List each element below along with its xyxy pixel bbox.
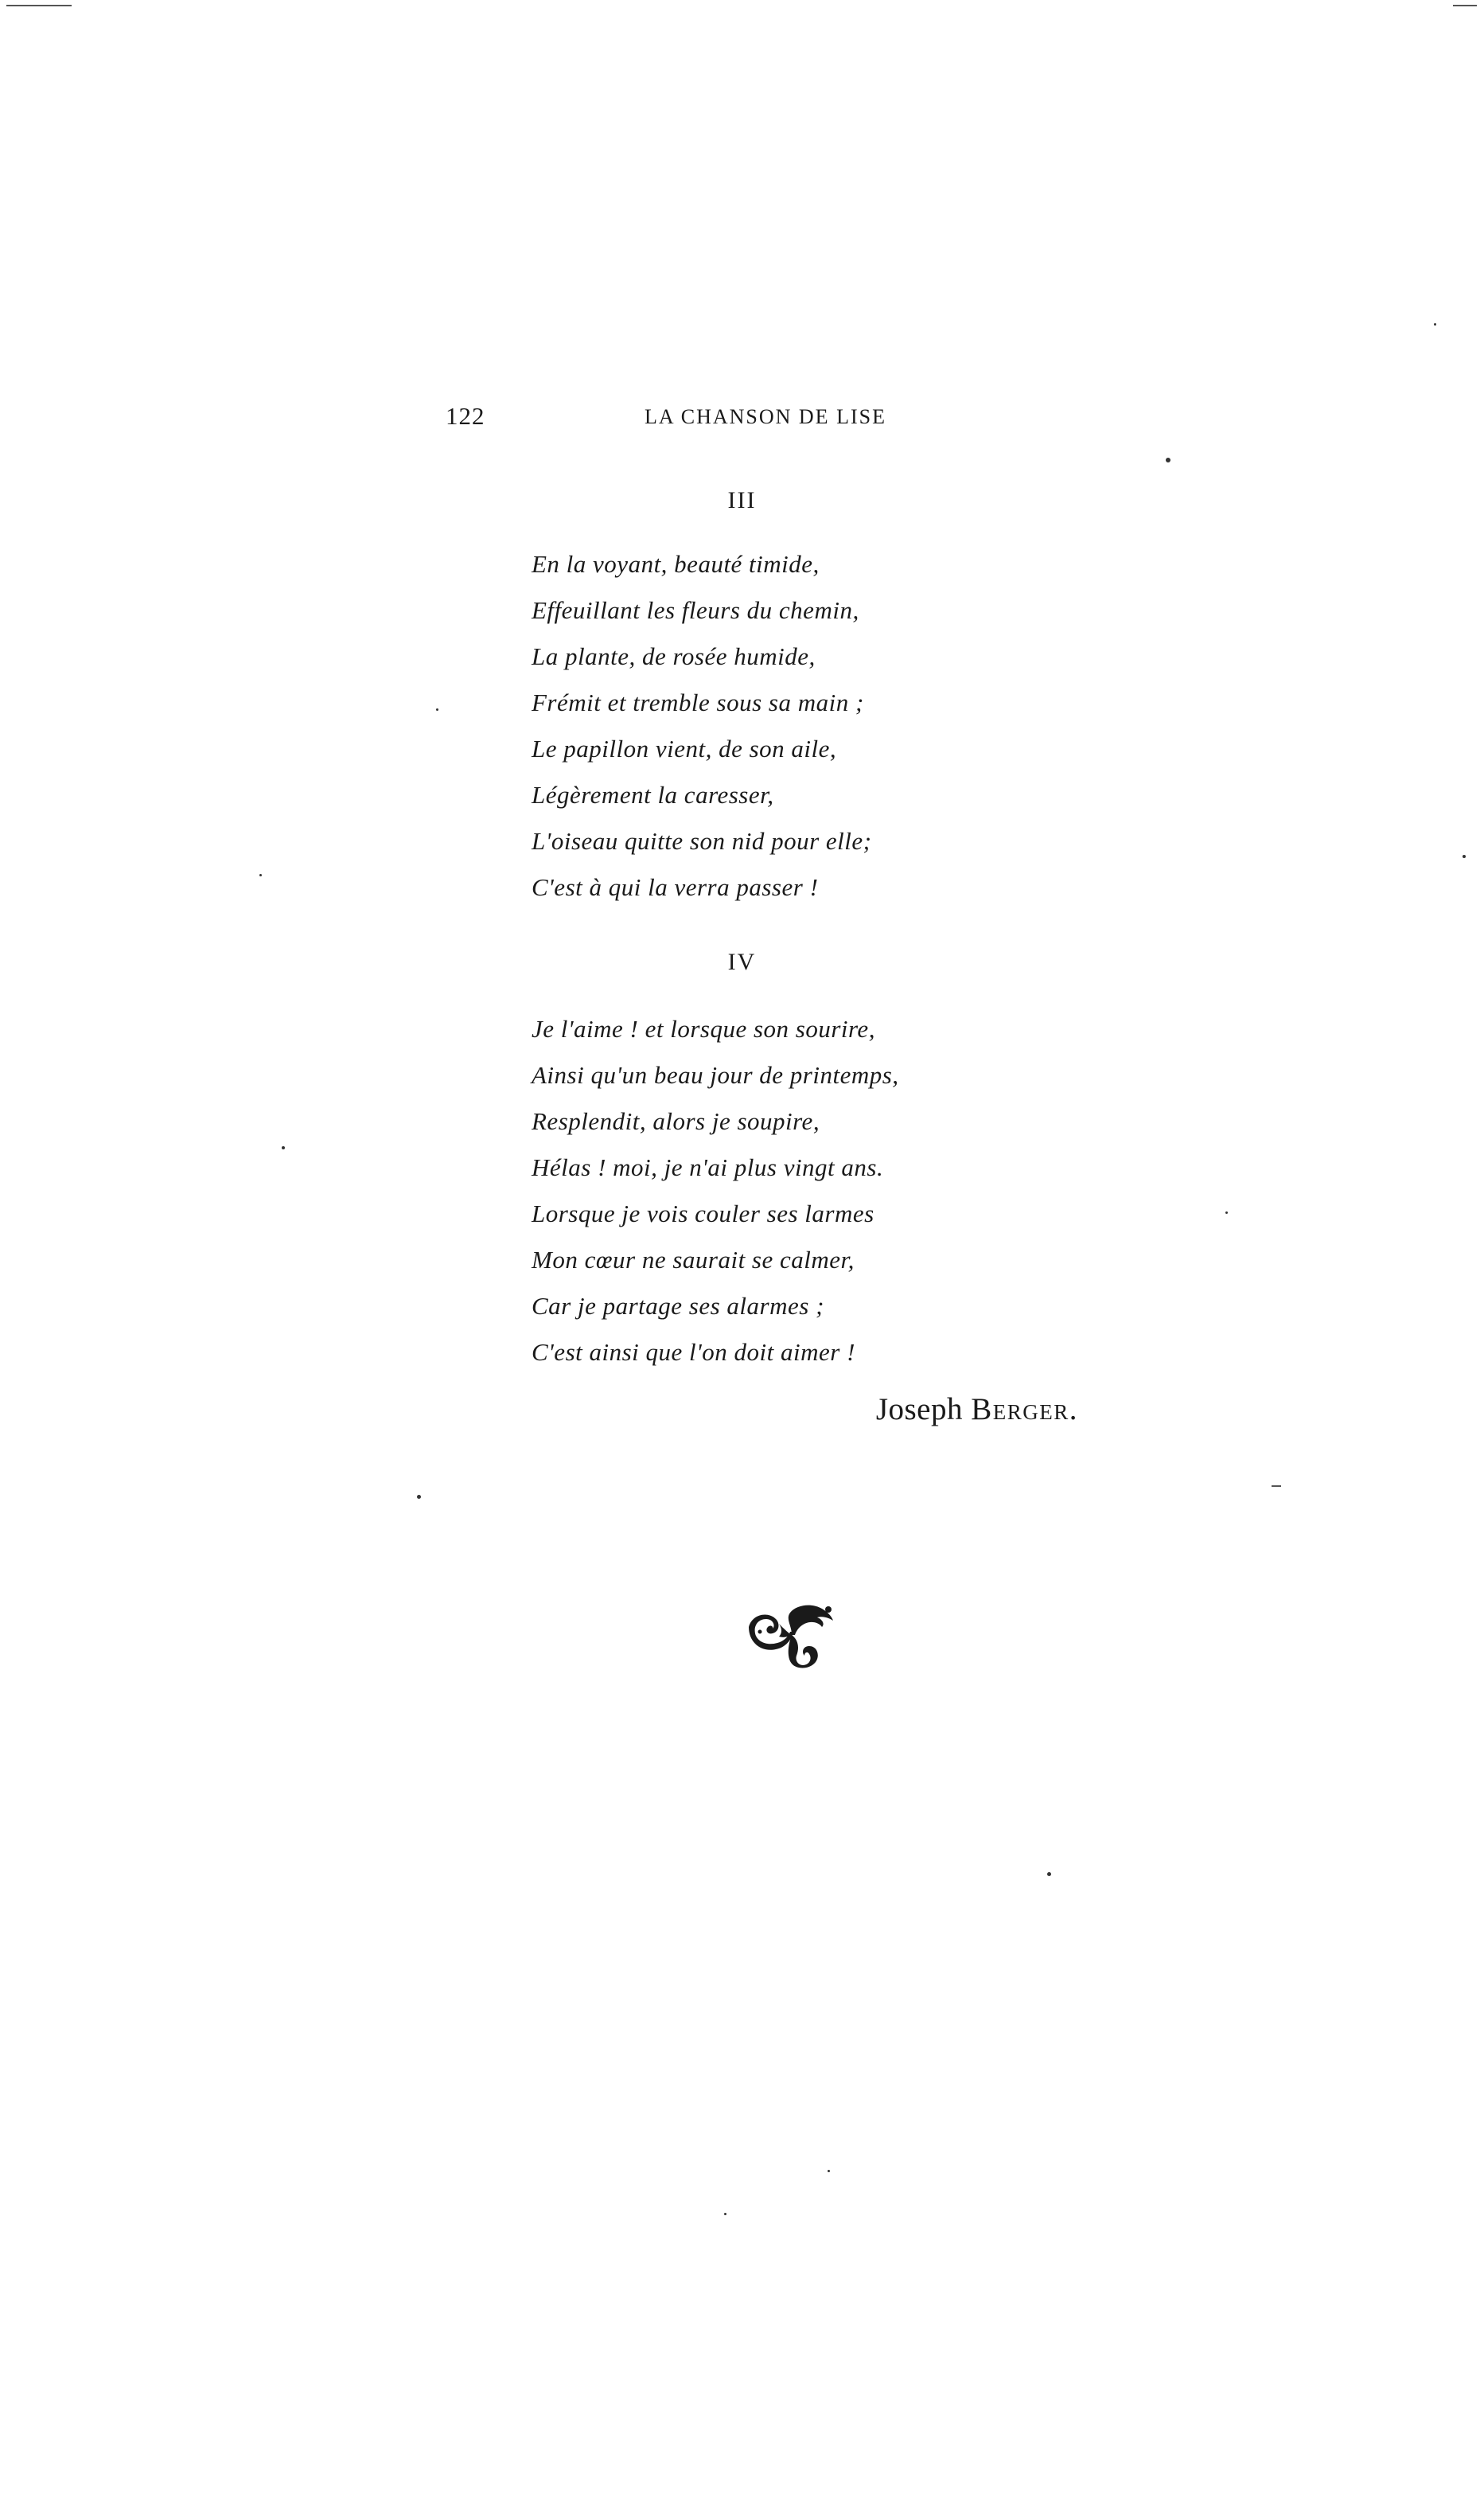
signature-surname: Berger. — [971, 1392, 1078, 1426]
speck — [1434, 323, 1436, 326]
verse-line: C'est à qui la verra passer ! — [532, 873, 819, 901]
page-number: 122 — [446, 402, 485, 430]
speck — [1463, 855, 1466, 858]
speck — [1166, 458, 1170, 462]
speck — [1047, 1872, 1051, 1876]
fleuron-icon — [744, 1600, 839, 1672]
verse-line: Lorsque je vois couler ses larmes — [532, 1200, 874, 1227]
verse-line: Resplendit, alors je soupire, — [532, 1107, 820, 1135]
author-signature — [876, 1391, 1078, 1427]
running-title: LA CHANSON DE LISE — [645, 405, 886, 428]
stanza-3-heading: III — [727, 487, 757, 513]
running-head — [446, 402, 1003, 442]
speck — [828, 2170, 830, 2172]
stanza-4 — [532, 1006, 899, 1375]
scan-mark — [6, 5, 72, 6]
verse-line: Hélas ! moi, je n'ai plus vingt ans. — [532, 1153, 884, 1181]
verse-line: L'oiseau quitte son nid pour elle; — [532, 827, 872, 855]
speck — [1225, 1211, 1228, 1214]
verse-line: Ainsi qu'un beau jour de printemps, — [532, 1061, 899, 1089]
signature-first-name: Joseph — [875, 1392, 963, 1426]
scan-mark — [1453, 5, 1477, 6]
speck — [259, 874, 262, 876]
verse-line: Légèrement la caresser, — [532, 781, 774, 809]
verse-line: Car je partage ses alarmes ; — [532, 1292, 824, 1320]
verse-line: Frémit et tremble sous sa main ; — [532, 689, 864, 716]
verse-line: Le papillon vient, de son aile, — [532, 735, 837, 763]
verse-line: C'est ainsi que l'on doit aimer ! — [532, 1338, 855, 1366]
verse-line: La plante, de rosée humide, — [532, 642, 816, 670]
speck — [436, 708, 438, 711]
stanza-3 — [532, 541, 871, 911]
verse-line: Mon cœur ne saurait se calmer, — [532, 1246, 855, 1274]
speck — [417, 1495, 421, 1499]
verse-line: Effeuillant les fleurs du chemin, — [532, 596, 859, 624]
verse-line: En la voyant, beauté timide, — [532, 550, 820, 578]
speck — [282, 1146, 285, 1149]
stanza-4-heading: IV — [727, 949, 757, 975]
verse-line: Je l'aime ! et lorsque son sourire, — [532, 1015, 875, 1043]
speck — [724, 2213, 726, 2215]
scan-mark — [1272, 1485, 1281, 1487]
